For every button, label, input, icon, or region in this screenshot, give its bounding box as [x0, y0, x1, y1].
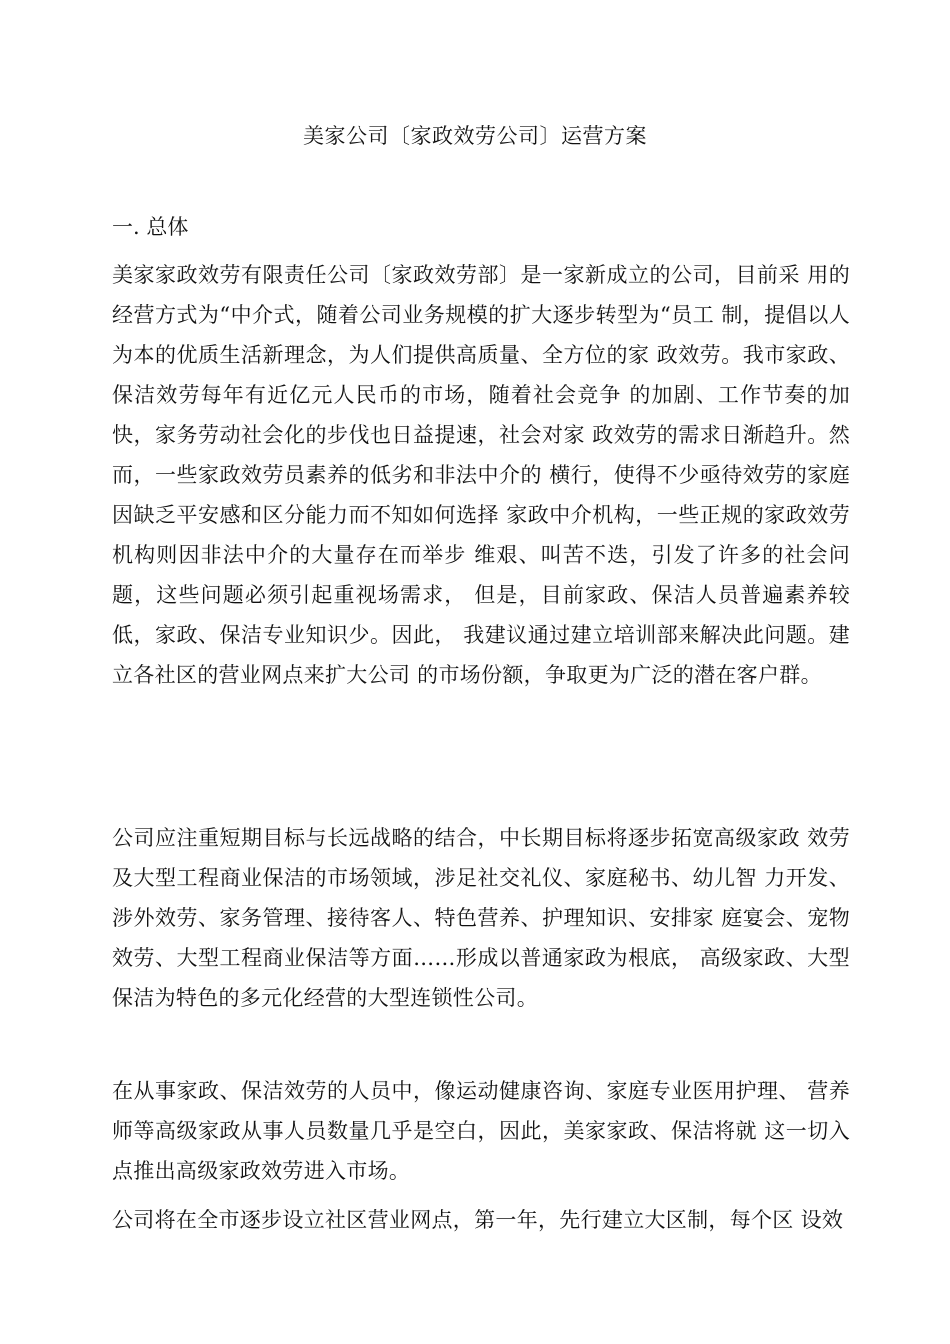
- paragraph-market-entry: 在从事家政、保洁效劳的人员中，像运动健康咨询、家庭专业医用护理、 营养师等高级家政从事人员数量几乎是空白，因此，美家家政、保洁将就 这一切入点推出高级家政效劳进入市场。: [112, 1079, 850, 1183]
- paragraph-network: 公司将在全市逐步设立社区营业网点，第一年，先行建立大区制，每个区 设效: [112, 1208, 844, 1232]
- section-heading: 一. 总体: [112, 215, 189, 239]
- paragraph-overview: 美家家政效劳有限责任公司〔家政效劳部〕是一家新成立的公司，目前采 用的经营方式为“中介式，随着公司业务规模的扩大逐步转型为“员工 制，提倡以人为本的优质生活新理念，为人们提供高质量、全方位的家 政效劳。我市家政、保洁效劳每年有近亿元人民币的市场，随着社会竞争 的加剧、工作节奏的加快，家务劳动社会化的步伐也日益提速，社会对家 政效劳的需求日渐趋升。然而，一些家政效劳员素养的低劣和非法中介的 横行，使得不少亟待效劳的家庭因缺乏平安感和区分能力而不知如何选择 家政中介机构，一些正规的家政效劳机构则因非法中介的大量存在而举步 维艰、叫苦不迭，引发了许多的社会问题，这些问题必须引起重视场需求， 但是，目前家政、保洁人员普遍素养较低，家政、保洁专业知识少。因此， 我建议通过建立培训部来解决此问题。建立各社区的营业网点来扩大公司 的市场份额，争取更为广泛的潜在客户群。: [112, 263, 850, 687]
- document-title: 美家公司〔家政效劳公司〕运营方案: [303, 124, 647, 148]
- paragraph-strategy: 公司应注重短期目标与长远战略的结合，中长期目标将逐步拓宽高级家政 效劳及大型工程商业保洁的市场领域，涉足社交礼仪、家庭秘书、幼儿智 力开发、涉外效劳、家务管理、接待客人、特色营养、护理知识、安排家 庭宴会、宠物效劳、大型工程商业保洁等方面……形成以普通家政为根底， 高级家政、大型保洁为特色的多元化经营的大型连锁性公司。: [112, 826, 850, 1010]
